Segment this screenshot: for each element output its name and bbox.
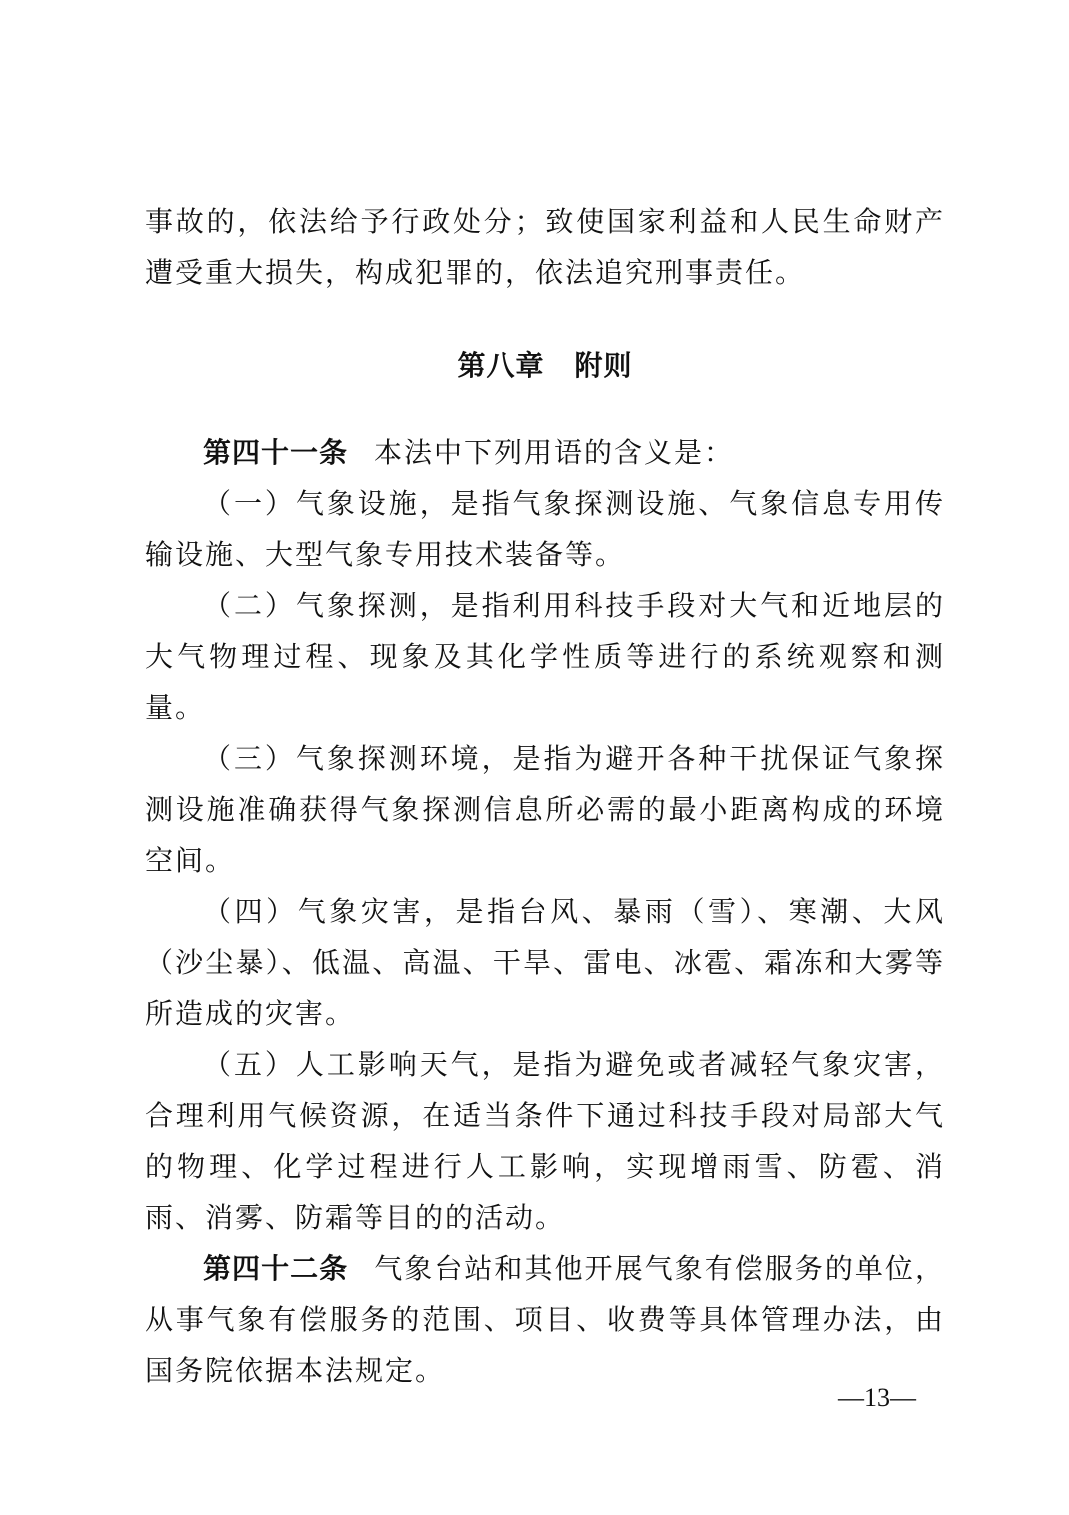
article-42-paragraph — [145, 1243, 945, 1396]
chapter-heading — [145, 340, 945, 391]
article-41-item-2: （二）气象探测，是指利用科技手段对大气和近地层的大气物理过程、现象及其化学性质等进行的系统观察和测量。 — [145, 589, 945, 724]
chapter-title: 附则 — [574, 349, 633, 382]
article-41-intro — [145, 427, 945, 478]
article-41-item-4: （四）气象灾害，是指台风、暴雨（雪）、寒潮、大风（沙尘暴）、低温、高温、干旱、雷电、冰雹、霜冻和大雾等所造成的灾害。 — [145, 895, 945, 1030]
article-41-heading: 第四十一条 — [203, 436, 349, 469]
article-41-intro-text: 本法中下列用语的含义是： — [374, 436, 735, 469]
article-42-text: 气象台站和其他开展气象有偿服务的单位，从事气象有偿服务的范围、项目、收费等具体管理办法，由国务院依据本法规定。 — [145, 1252, 945, 1387]
continuation-paragraph: 事故的，依法给予行政处分；致使国家利益和人民生命财产遭受重大损失，构成犯罪的，依法追究刑事责任。 — [145, 205, 945, 289]
article-42-heading: 第四十二条 — [203, 1252, 349, 1285]
article-41-item-3: （三）气象探测环境，是指为避开各种干扰保证气象探测设施准确获得气象探测信息所必需的最小距离构成的环境空间。 — [145, 742, 945, 877]
article-41-item-1: （一）气象设施，是指气象探测设施、气象信息专用传输设施、大型气象专用技术装备等。 — [145, 487, 945, 571]
article-41-item-5: （五）人工影响天气，是指为避免或者减轻气象灾害，合理利用气候资源，在适当条件下通过科技手段对局部大气的物理、化学过程进行人工影响，实现增雨雪、防雹、消雨、消雾、防霜等目的的活动。 — [145, 1048, 945, 1234]
page-number: —13— — [838, 1383, 916, 1412]
document-body — [145, 196, 945, 1396]
chapter-number: 第八章 — [457, 349, 545, 382]
